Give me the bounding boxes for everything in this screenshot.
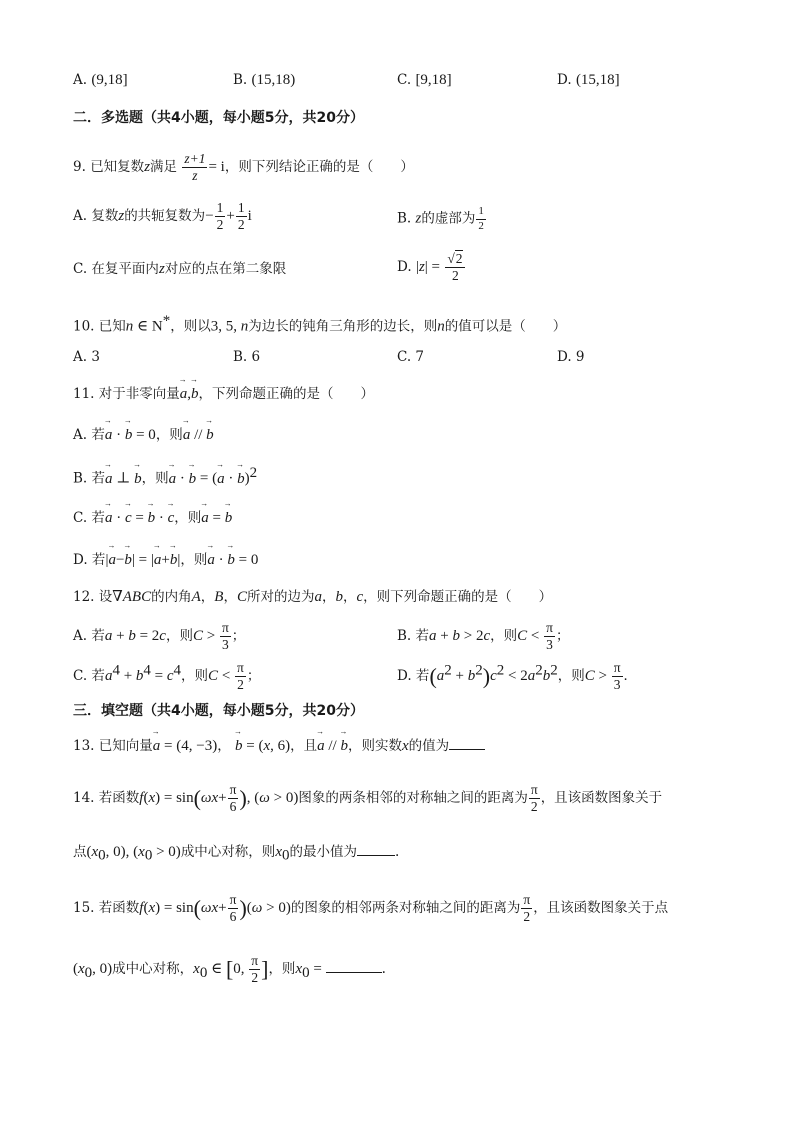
- question-12-stem: 12. 设∇ABC的内角A，B，C所对的边为a，b，c，则下列命题正确的是（ ）: [73, 589, 553, 605]
- question-15-line-2: ($x_0$, 0)成中心对称，$x_0$ ∈ [0, $\frac{\pi}{2}$ ]，则$x_0$ = .: [73, 953, 386, 986]
- question-11-option-d: D. 若|→ a−→ b| = |→ a+→ b|，则→ a · → b = 0: [73, 553, 258, 568]
- question-9-option-c: C. 在复平面内z对应的点在第二象限: [73, 261, 287, 277]
- answer-blank[interactable]: [449, 748, 485, 750]
- question-11-option-b: B. 若→ a ⊥ → b，则→ a · → b = (→ a · → b)$^2$: [73, 466, 257, 487]
- question-11-option-a: A. 若→ a · → b = 0，则→ a // → b: [73, 428, 214, 443]
- question-13-stem: 13. 已知向量→ a = (4, −3)， → b = (x, 6)，且→ a // → b，则实数x的值为: [73, 739, 485, 754]
- question-9-option-d: D. |z| = $\frac{√2}{2}$: [397, 252, 466, 283]
- q8-option-b: B. (15,18): [233, 72, 296, 88]
- question-14-stem: 14. 若函数f(x) = sin(ωx+ $\frac{\pi}{6}$ ), (ω > 0)图象的两条相邻的对称轴之间的距离为 $\frac{\pi}{2}$ ，且该函数图象关于: [73, 782, 663, 815]
- question-14-line-2: 点($x_0$, 0), $(x_0 > 0)$成中心对称，则$x_0$的最小值为 .: [73, 844, 400, 864]
- question-11-stem: 11. 对于非零向量→ a,→ b，下列命题正确的是（ ）: [73, 387, 374, 402]
- question-9-stem: 9. 已知复数z满足 $\frac{z+1}{z}$ = i，则下列结论正确的是（ ）: [73, 151, 414, 184]
- question-9-option-a: A. 复数z的共轭复数为− $\frac{1}{2}$ + $\frac{1}{2}$ i: [73, 200, 252, 233]
- question-11-option-c: C. 若→ a · → c = → b · → c，则→ a = → b: [73, 511, 232, 526]
- section-heading-fill-in-blank: 三．填空题（共4小题，每小题5分，共20分）: [73, 703, 364, 719]
- answer-blank[interactable]: [326, 971, 382, 973]
- q8-option-a: A. (9,18]: [73, 72, 128, 88]
- fraction: $\frac{z+1}{z}$: [184, 151, 206, 184]
- question-10-stem: 10. 已知n ∈ N*，则以3, 5, n为边长的钝角三角形的边长，则n的值可以是（ ）: [73, 313, 567, 335]
- question-12-option-c: C. 若$a^4 + b^4 = c^4$，则C < $\frac{\pi}{2}$ ；: [73, 660, 261, 693]
- section-heading-multiple-choice: 二．多选题（共4小题，每小题5分，共20分）: [73, 110, 364, 126]
- question-10-option-b: B. 6: [233, 349, 261, 365]
- question-9-option-b: B. z的虚部为 $\frac{1}{2}$: [397, 205, 484, 232]
- question-10-option-c: C. 7: [397, 349, 425, 365]
- question-12-option-a: A. 若a + b = 2c，则C > $\frac{\pi}{3}$ ；: [73, 620, 246, 653]
- question-10-option-a: A. 3: [73, 349, 100, 365]
- question-15-stem: 15. 若函数f(x) = sin(ωx+ $\frac{\pi}{6}$ )(ω > 0)的图象的相邻两条对称轴之间的距离为 $\frac{\pi}{2}$ ，且该函数图象关于点: [73, 892, 669, 925]
- q8-option-c: C. [9,18]: [397, 72, 452, 88]
- q8-option-d: D. (15,18]: [557, 72, 620, 88]
- question-12-option-d: D. 若$(a^2 + b^2)c^2 < 2a^2b^2$，则C > $\frac{\pi}{3}$ ．: [397, 660, 638, 693]
- question-10-option-d: D. 9: [557, 349, 585, 365]
- answer-blank[interactable]: [357, 854, 395, 856]
- question-12-option-b: B. 若a + b > 2c，则C < $\frac{\pi}{3}$ ；: [397, 620, 570, 653]
